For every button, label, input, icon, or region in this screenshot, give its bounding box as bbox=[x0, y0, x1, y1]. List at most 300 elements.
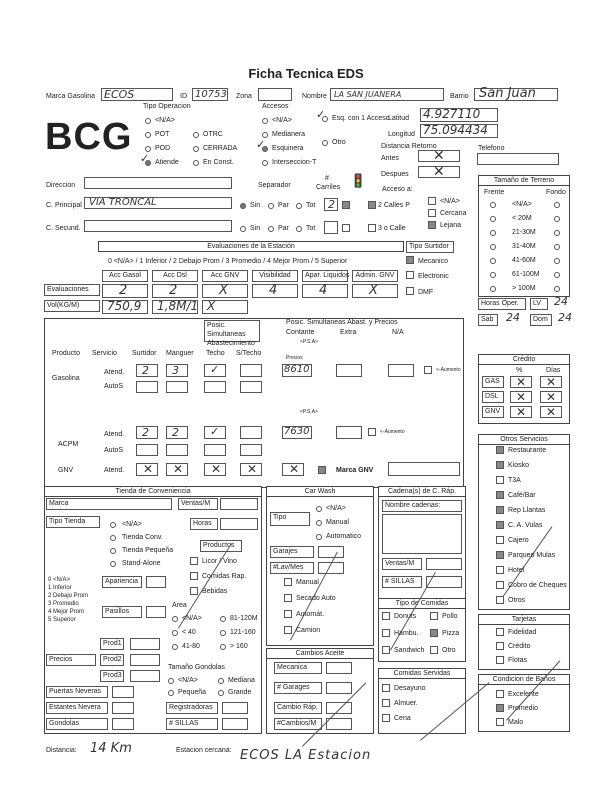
prod2-label: Prod2 bbox=[100, 654, 124, 666]
carwash-check[interactable] bbox=[284, 594, 292, 602]
garajes-field[interactable] bbox=[318, 546, 344, 558]
secund-carriles-field[interactable] bbox=[324, 221, 338, 234]
acpm-techo-field[interactable] bbox=[204, 426, 226, 439]
fondo-radio[interactable] bbox=[554, 202, 560, 208]
garages-label: # Garages bbox=[274, 682, 322, 694]
eval-col-header: Visibilidad bbox=[252, 270, 298, 282]
gas-autos-mang[interactable] bbox=[166, 381, 188, 393]
credito-row-label: GNV bbox=[482, 406, 504, 418]
eval-field[interactable] bbox=[352, 284, 398, 298]
acpm-surtidor-field[interactable] bbox=[136, 426, 158, 439]
prod2-field[interactable] bbox=[130, 654, 160, 666]
estantes-label: Estantes Nevera bbox=[46, 702, 108, 714]
marca-field[interactable] bbox=[101, 88, 173, 101]
acpm-autos-mang[interactable] bbox=[166, 444, 188, 456]
lav-mes-label: #Lav/Mes bbox=[270, 562, 314, 574]
carwash-check[interactable] bbox=[284, 626, 292, 634]
gas-aumento-label: <-Aumento bbox=[436, 367, 461, 373]
dmf-check[interactable] bbox=[406, 287, 414, 295]
secund-sin-radio[interactable] bbox=[240, 226, 246, 232]
fondo-radio[interactable] bbox=[554, 244, 560, 250]
precios-heading: Posic. Simultaneas Abast. y Precios bbox=[286, 319, 398, 326]
apariencia-field[interactable] bbox=[146, 576, 166, 588]
acpm-manguer-value: 2 bbox=[172, 426, 179, 439]
secund-field[interactable] bbox=[84, 220, 232, 232]
area-radio[interactable] bbox=[172, 616, 178, 622]
tarjetas-heading: Tarjetas bbox=[478, 614, 570, 625]
frente-radio[interactable] bbox=[490, 244, 496, 250]
acpm-autos-surt[interactable] bbox=[136, 444, 158, 456]
lv-label: LV bbox=[530, 298, 548, 310]
vol-value: 1,8M/1 bbox=[157, 299, 199, 313]
vol-value: X bbox=[207, 299, 216, 313]
telefono-field[interactable] bbox=[477, 153, 559, 165]
puertas-field[interactable] bbox=[112, 686, 134, 698]
acceso-cercana-check[interactable] bbox=[428, 209, 436, 217]
longitud-label: Longitud bbox=[388, 131, 415, 138]
marca-gnv-check[interactable] bbox=[318, 466, 326, 474]
cambios-mes-label: #Cambios/M bbox=[274, 718, 322, 730]
gas-na-field[interactable] bbox=[388, 364, 414, 377]
nombre-value: LA SAN JUANERA bbox=[334, 90, 402, 99]
tamano-option-label: 31-40M bbox=[512, 243, 536, 250]
cambio-rap-label: Cambio Ráp. bbox=[274, 702, 322, 714]
marca-value: ECOS bbox=[104, 88, 135, 101]
comida-check[interactable] bbox=[430, 612, 438, 620]
tienda-ventas-label: Ventas/M bbox=[178, 498, 218, 510]
eval-heading: Evaluaciones de la Estación bbox=[98, 241, 404, 252]
gond-grande-radio[interactable] bbox=[218, 690, 224, 696]
tienda-scale-label: 3 Promedio bbox=[48, 601, 79, 607]
latitud-value: 4.927110 bbox=[423, 107, 481, 121]
bano-label: Malo bbox=[508, 719, 524, 726]
gnv-atend-label: Atend. bbox=[104, 467, 125, 474]
cw-manual-label: Manual bbox=[326, 519, 349, 526]
acceso-na-label: <N/A> bbox=[440, 198, 460, 205]
product-col-header: Techo bbox=[206, 350, 225, 357]
bcg-logo: BCG bbox=[45, 116, 133, 158]
fondo-radio[interactable] bbox=[554, 272, 560, 278]
tamano-option-label: 61-100M bbox=[512, 271, 540, 278]
area-label: 41-80 bbox=[182, 643, 200, 650]
prod1-field[interactable] bbox=[130, 638, 160, 650]
longitud-field[interactable] bbox=[420, 124, 498, 138]
id-field[interactable] bbox=[192, 88, 228, 101]
direccion-field[interactable] bbox=[84, 177, 232, 189]
secund-par-label: Par bbox=[278, 225, 289, 232]
bano-label: Excelente bbox=[508, 691, 539, 698]
gnv-label: GNV bbox=[58, 467, 74, 474]
eval-field[interactable] bbox=[302, 284, 348, 298]
accesos-heading: Accesos bbox=[262, 103, 289, 110]
bano-check[interactable] bbox=[496, 690, 504, 698]
area-label: < 40 bbox=[182, 629, 196, 636]
eval-field[interactable] bbox=[252, 284, 298, 298]
vol-field[interactable] bbox=[202, 300, 248, 314]
zona-field[interactable] bbox=[258, 88, 292, 101]
acc-otro-radio[interactable] bbox=[322, 140, 328, 146]
otros-check[interactable] bbox=[496, 536, 504, 544]
fondo-radio[interactable] bbox=[554, 216, 560, 222]
servida-check[interactable] bbox=[382, 714, 390, 722]
pasillos-field[interactable] bbox=[146, 606, 166, 618]
dom-label: Dom bbox=[530, 314, 552, 326]
gnv-field[interactable] bbox=[240, 463, 262, 476]
op-na-radio[interactable] bbox=[145, 118, 151, 124]
tienda-tipo-label: <N/A> bbox=[122, 521, 142, 528]
tienda-scale-label: 5 Superior bbox=[48, 617, 76, 623]
otros-check[interactable] bbox=[496, 506, 504, 514]
mecanica-label: Mecanica bbox=[274, 662, 322, 674]
footer-distancia-value: 14 Km bbox=[90, 741, 132, 756]
gas-stecho-field[interactable] bbox=[240, 364, 262, 377]
otros-check[interactable] bbox=[496, 461, 504, 469]
gas-precio-value: 8610 bbox=[284, 364, 310, 375]
gnv-field[interactable] bbox=[282, 463, 304, 476]
barrio-value: San Juan bbox=[479, 86, 536, 101]
comida-check[interactable] bbox=[382, 646, 390, 654]
op-const-label: En Const. bbox=[203, 159, 234, 166]
otros-label: Parqueo Mulas bbox=[508, 552, 556, 559]
bano-check[interactable] bbox=[496, 704, 504, 712]
acc-check-icon: ✓ bbox=[256, 138, 266, 151]
area-radio[interactable] bbox=[172, 630, 178, 636]
gnv-x-icon: ✕ bbox=[289, 462, 300, 476]
vol-field[interactable] bbox=[102, 300, 148, 314]
credito-dias-field[interactable] bbox=[540, 376, 562, 388]
gnv-field[interactable] bbox=[166, 463, 188, 476]
otros-label: Otros bbox=[508, 597, 526, 604]
eval-value: X bbox=[219, 283, 228, 298]
eval-value: 2 bbox=[119, 283, 128, 298]
otros-check[interactable] bbox=[496, 596, 504, 604]
area-radio[interactable] bbox=[220, 630, 226, 636]
acceso-a-label: Acceso a: bbox=[382, 186, 413, 193]
acpm-autos-label: AutoS bbox=[104, 447, 124, 454]
acpm-manguer-field[interactable] bbox=[166, 426, 188, 439]
comida-check[interactable] bbox=[382, 629, 390, 637]
tarjeta-check[interactable] bbox=[496, 642, 504, 650]
tienda-tipo-radio[interactable] bbox=[110, 561, 116, 567]
otros-check[interactable] bbox=[496, 581, 504, 589]
carriles-label: # Carriles bbox=[316, 175, 341, 191]
gas-autos-techo[interactable] bbox=[204, 381, 226, 393]
bano-check[interactable] bbox=[496, 718, 504, 726]
tienda-scale-label: 0 <N/A> bbox=[48, 577, 71, 583]
otros-check[interactable] bbox=[496, 521, 504, 529]
area-radio[interactable] bbox=[172, 644, 178, 650]
otros-label: C. A. Vulas bbox=[508, 522, 543, 529]
frente-radio[interactable] bbox=[490, 272, 496, 278]
telefono-label: Telefono bbox=[478, 145, 505, 152]
tienda-precios-label: Precios bbox=[46, 654, 96, 666]
comida-label: Hambu. bbox=[394, 630, 419, 637]
tienda-sillas-field[interactable] bbox=[222, 718, 248, 730]
tamano-option-label: 21-30M bbox=[512, 229, 536, 236]
bebidas-check[interactable] bbox=[190, 587, 198, 595]
cadenas-nombre-field[interactable] bbox=[382, 514, 462, 554]
tarjeta-check[interactable] bbox=[496, 628, 504, 636]
frente-radio[interactable] bbox=[490, 202, 496, 208]
gas-aumento-check[interactable] bbox=[424, 366, 432, 374]
gas-manguer-field[interactable] bbox=[166, 364, 188, 377]
tienda-tipo-label: Tienda Conv. bbox=[122, 534, 163, 541]
principal-par-label: Par bbox=[278, 202, 289, 209]
tarjeta-check[interactable] bbox=[496, 656, 504, 664]
tienda-tipo-label: Stand-Alone bbox=[122, 560, 161, 567]
frente-radio[interactable] bbox=[490, 258, 496, 264]
tienda-tipo-radio[interactable] bbox=[110, 535, 116, 541]
gas-autos-stecho[interactable] bbox=[240, 381, 262, 393]
garajes-label: Garajes bbox=[270, 546, 314, 558]
acpm-stecho-field[interactable] bbox=[240, 426, 262, 439]
gondolas-label: Gondolas bbox=[46, 718, 108, 730]
comidas-rap-check[interactable] bbox=[190, 572, 198, 580]
otros-label: Kiosko bbox=[508, 462, 530, 469]
frente-radio[interactable] bbox=[490, 286, 496, 292]
op-pot-label: POT bbox=[155, 131, 170, 138]
registradoras-field[interactable] bbox=[222, 702, 248, 714]
secund-calle-check[interactable] bbox=[368, 224, 376, 232]
eval-field[interactable] bbox=[202, 284, 248, 298]
tienda-ventas-field[interactable] bbox=[220, 498, 258, 510]
otros-check[interactable] bbox=[496, 551, 504, 559]
product-col-header: Producto bbox=[52, 350, 81, 357]
nombre-field[interactable] bbox=[330, 88, 444, 101]
gnv-x-icon: ✕ bbox=[247, 462, 258, 476]
tienda-horas-field[interactable] bbox=[220, 518, 258, 530]
eval-col-header: Acc Dsl bbox=[152, 270, 198, 282]
acpm-precio-field[interactable] bbox=[282, 426, 312, 439]
acc-na-radio[interactable] bbox=[262, 118, 268, 124]
eval-value: 2 bbox=[169, 283, 178, 298]
registradoras-label: Registradoras bbox=[166, 702, 218, 714]
acceso-lejana-label: Lejana bbox=[440, 222, 462, 229]
dom-value: 24 bbox=[558, 311, 572, 324]
gas-techo-check-icon: ✓ bbox=[210, 363, 220, 376]
sab-label: Sab bbox=[478, 314, 498, 326]
barrio-field[interactable] bbox=[474, 88, 558, 101]
estantes-field[interactable] bbox=[112, 702, 134, 714]
area-label: <N/A> bbox=[182, 615, 202, 622]
fondo-radio[interactable] bbox=[554, 230, 560, 236]
horas-label: Horas Oper. bbox=[478, 298, 526, 310]
op-check-icon: ✓ bbox=[140, 152, 150, 165]
acpm-aumento-label: <-Aumento bbox=[380, 429, 405, 435]
comida-check[interactable] bbox=[382, 612, 390, 620]
gas-autos-label: AutoS bbox=[104, 383, 124, 390]
credito-dias-label: Días bbox=[546, 367, 561, 374]
acpm-autos-stecho[interactable] bbox=[240, 444, 262, 456]
gas-techo-field[interactable] bbox=[204, 364, 226, 377]
eval-field[interactable] bbox=[152, 284, 198, 298]
carwash-heading: Car Wash bbox=[266, 486, 374, 497]
latitud-field[interactable] bbox=[420, 108, 498, 122]
comidas-rap-label: Comidas Rap. bbox=[202, 573, 247, 580]
cadenas-ventas-field[interactable] bbox=[426, 558, 462, 570]
eval-value: X bbox=[369, 283, 378, 298]
credito-pct-field[interactable] bbox=[510, 406, 532, 418]
gond-na-radio[interactable] bbox=[168, 678, 174, 684]
secund-par-radio[interactable] bbox=[268, 226, 274, 232]
otros-label: T3A bbox=[508, 477, 521, 484]
surtidor-heading: Tipo Surtidor bbox=[406, 241, 454, 253]
carwash-check[interactable] bbox=[284, 610, 292, 618]
tienda-tipo-label: Tienda Pequeña bbox=[122, 547, 174, 554]
vol-label: Vol(KG/M) bbox=[44, 300, 100, 312]
cw-na-radio[interactable] bbox=[316, 506, 322, 512]
secund-tot-radio[interactable] bbox=[296, 226, 302, 232]
prod3-field[interactable] bbox=[130, 670, 160, 682]
licor-label: Licor / Vino bbox=[202, 558, 237, 565]
extra-label: Extra bbox=[340, 329, 357, 336]
principal-field[interactable] bbox=[84, 197, 232, 209]
gnv-field[interactable] bbox=[204, 463, 226, 476]
acpm-aumento-check[interactable] bbox=[368, 428, 376, 436]
comida-check[interactable] bbox=[430, 629, 438, 637]
cadenas-heading: Cadena(s) de C. Ráp. bbox=[378, 486, 466, 497]
electronic-check[interactable] bbox=[406, 271, 414, 279]
otros-heading: Otros Servicios bbox=[478, 434, 570, 445]
otros-check[interactable] bbox=[496, 491, 504, 499]
area-radio[interactable] bbox=[220, 616, 226, 622]
eval-scale: 0 <N/A> / 1 Inferior / 2 Debajo Prom / 3 Promedio / 4 Mejor Prom / 5 Superior bbox=[108, 258, 348, 265]
otros-check[interactable] bbox=[496, 446, 504, 454]
acpm-autos-techo[interactable] bbox=[204, 444, 226, 456]
tienda-tipo-radio[interactable] bbox=[110, 522, 116, 528]
area-label: 121-160 bbox=[230, 629, 256, 636]
principal-sin-label: Sin bbox=[250, 202, 261, 209]
area-radio[interactable] bbox=[220, 644, 226, 650]
tienda-productos-label: Productos bbox=[200, 540, 242, 552]
gnv-field[interactable] bbox=[136, 463, 158, 476]
tienda-tipo-radio[interactable] bbox=[110, 548, 116, 554]
op-atiende-label: Atiende bbox=[155, 159, 179, 166]
credito-pct-field[interactable] bbox=[510, 391, 532, 403]
gas-autos-surt[interactable] bbox=[136, 381, 158, 393]
op-pot-radio[interactable] bbox=[145, 132, 151, 138]
op-const-radio[interactable] bbox=[193, 160, 199, 166]
gond-mediana-radio[interactable] bbox=[218, 678, 224, 684]
cw-manual-radio[interactable] bbox=[316, 520, 322, 526]
principal-par-radio[interactable] bbox=[268, 203, 274, 209]
carwash-check-label: Camion bbox=[296, 627, 321, 634]
acpm-extra-field[interactable] bbox=[336, 426, 362, 439]
acceso-na-check[interactable] bbox=[428, 197, 436, 205]
gas-precio-field[interactable] bbox=[282, 364, 312, 377]
acpm-techo-check-icon: ✓ bbox=[210, 425, 220, 438]
op-cerrada-label: CERRADA bbox=[203, 145, 238, 152]
vol-field[interactable] bbox=[152, 300, 198, 314]
mecanica-field[interactable] bbox=[326, 662, 352, 674]
direccion-label: Direccion bbox=[46, 182, 76, 189]
eval-field[interactable] bbox=[102, 284, 148, 298]
eval-col-header: Acc Gasol bbox=[102, 270, 148, 282]
credito-x-icon: ✕ bbox=[516, 390, 527, 404]
credito-dias-field[interactable] bbox=[540, 406, 562, 418]
eval-col-header: Acc GNV bbox=[202, 270, 248, 282]
tamano-option-label: < 20M bbox=[512, 215, 532, 222]
nombre-label: Nombre bbox=[302, 93, 327, 100]
credito-x-icon: ✕ bbox=[516, 405, 527, 419]
tienda-marca-field[interactable]: Marca bbox=[46, 498, 172, 510]
eval-col-header: Apar. Liquidos bbox=[302, 270, 348, 282]
fondo-radio[interactable] bbox=[554, 286, 560, 292]
secund-label: C. Secund. bbox=[46, 225, 81, 232]
acc-na-label: <N/A> bbox=[272, 117, 292, 124]
gas-psa-label: <P.S.A> bbox=[300, 339, 318, 345]
carwash-check[interactable] bbox=[284, 578, 292, 586]
gas-surtidor-field[interactable] bbox=[136, 364, 158, 377]
acc-intersec-radio[interactable] bbox=[262, 160, 268, 166]
distancia-retorno-label: Distancia Retorno bbox=[381, 143, 437, 150]
barrio-label: Barrio bbox=[450, 93, 469, 100]
despues-field[interactable] bbox=[418, 166, 460, 178]
secund-carril-check[interactable] bbox=[342, 224, 350, 232]
footer-distancia-label: Distancia: bbox=[46, 747, 77, 754]
frente-radio[interactable] bbox=[490, 230, 496, 236]
eval-value: 4 bbox=[319, 283, 328, 298]
credito-pct-label: % bbox=[516, 367, 523, 374]
tamano-option-label: <N/A> bbox=[512, 201, 532, 208]
licor-check[interactable] bbox=[190, 557, 198, 565]
op-cerrada-radio[interactable] bbox=[193, 146, 199, 152]
comida-label: Pizza bbox=[442, 630, 460, 637]
cambios-mes-field[interactable] bbox=[326, 718, 352, 730]
fondo-radio[interactable] bbox=[554, 258, 560, 264]
na-label: N/A bbox=[392, 329, 404, 336]
garages-field[interactable] bbox=[326, 682, 352, 694]
servida-check[interactable] bbox=[382, 684, 390, 692]
mecanico-label: Mecanico bbox=[418, 258, 448, 265]
otros-check[interactable] bbox=[496, 566, 504, 574]
credito-dias-field[interactable] bbox=[540, 391, 562, 403]
electronic-label: Electronic bbox=[418, 273, 449, 280]
longitud-value: 75.094434 bbox=[423, 123, 488, 137]
antes-field[interactable] bbox=[418, 150, 460, 162]
credito-heading: Crédito bbox=[478, 354, 570, 365]
gond-pequena-radio[interactable] bbox=[168, 690, 174, 696]
gond-mediana-label: Mediana bbox=[228, 677, 255, 684]
otros-label: Cajero bbox=[508, 537, 529, 544]
comida-check[interactable] bbox=[430, 646, 438, 654]
credito-pct-field[interactable] bbox=[510, 376, 532, 388]
gondolas-field[interactable] bbox=[112, 718, 134, 730]
product-col-header: S/Techo bbox=[236, 350, 262, 357]
principal-carriles-field[interactable] bbox=[324, 198, 338, 211]
servida-check[interactable] bbox=[382, 699, 390, 707]
cw-auto-radio[interactable] bbox=[316, 534, 322, 540]
gas-extra-field[interactable] bbox=[336, 364, 362, 377]
eval-value: 4 bbox=[269, 283, 278, 298]
puertas-label: Puertas Neveras bbox=[46, 686, 108, 698]
marca-gnv-field[interactable] bbox=[388, 462, 460, 476]
secund-calle-label: 3 o Calle bbox=[378, 225, 406, 232]
tienda-sillas-label: # SILLAS bbox=[166, 718, 218, 730]
principal-tot-radio[interactable] bbox=[296, 203, 302, 209]
cadenas-nombre-label: Nombre cadenas: bbox=[382, 500, 462, 512]
acceso-lejana-check[interactable] bbox=[428, 221, 436, 229]
op-otrc-radio[interactable] bbox=[193, 132, 199, 138]
principal-sin-radio[interactable] bbox=[240, 203, 246, 209]
principal-calles-check[interactable] bbox=[368, 201, 376, 209]
cambios-heading: Cambios Aceite bbox=[266, 648, 374, 659]
frente-radio[interactable] bbox=[490, 216, 496, 222]
otros-check[interactable] bbox=[496, 476, 504, 484]
mecanico-check[interactable] bbox=[406, 256, 414, 264]
footer-estacion-value: ECOS LA Estacion bbox=[240, 748, 372, 763]
principal-carril-check[interactable] bbox=[342, 201, 350, 209]
